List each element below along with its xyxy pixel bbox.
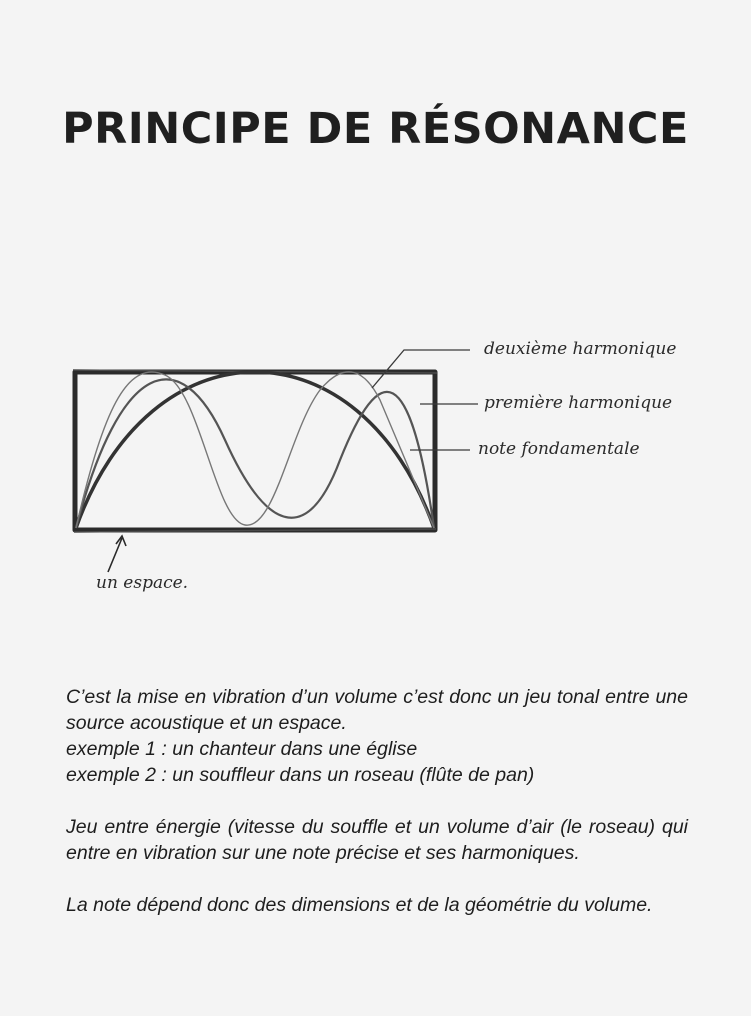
- second-harmonic-label: deuxième harmonique: [484, 339, 677, 359]
- example-1: exemple 1 : un chanteur dans une église: [66, 738, 418, 760]
- space-box: [75, 372, 435, 530]
- space-arrow: [108, 536, 126, 572]
- example-2: exemple 2 : un souffleur dans un roseau (flûte de pan): [66, 764, 535, 786]
- paragraph-definition: C’est la mise en vibration d’un volume c’est donc un jeu tonal entre une source acoustique et un espace.: [66, 686, 688, 734]
- fundamental-label: note fondamentale: [478, 439, 640, 459]
- space-label: un espace.: [96, 573, 189, 593]
- description: [66, 684, 688, 918]
- page-title: PRINCIPE DE RÉSONANCE: [62, 104, 689, 154]
- paragraph-conclusion: La note dépend donc des dimensions et de la géométrie du volume.: [66, 894, 653, 916]
- fundamental-wave: [76, 372, 434, 528]
- first-harmonic-label: première harmonique: [484, 393, 673, 413]
- space-box-sketch-line: [73, 370, 437, 532]
- paragraph-energy: Jeu entre énergie (vitesse du souffle et un volume d’air (le roseau) qui entre en vibration sur une note précise et ses harmoniques.: [66, 816, 688, 864]
- second-harmonic-wave: [76, 372, 434, 528]
- resonance-diagram: [0, 320, 751, 620]
- second-harmonic-leader: [372, 350, 470, 388]
